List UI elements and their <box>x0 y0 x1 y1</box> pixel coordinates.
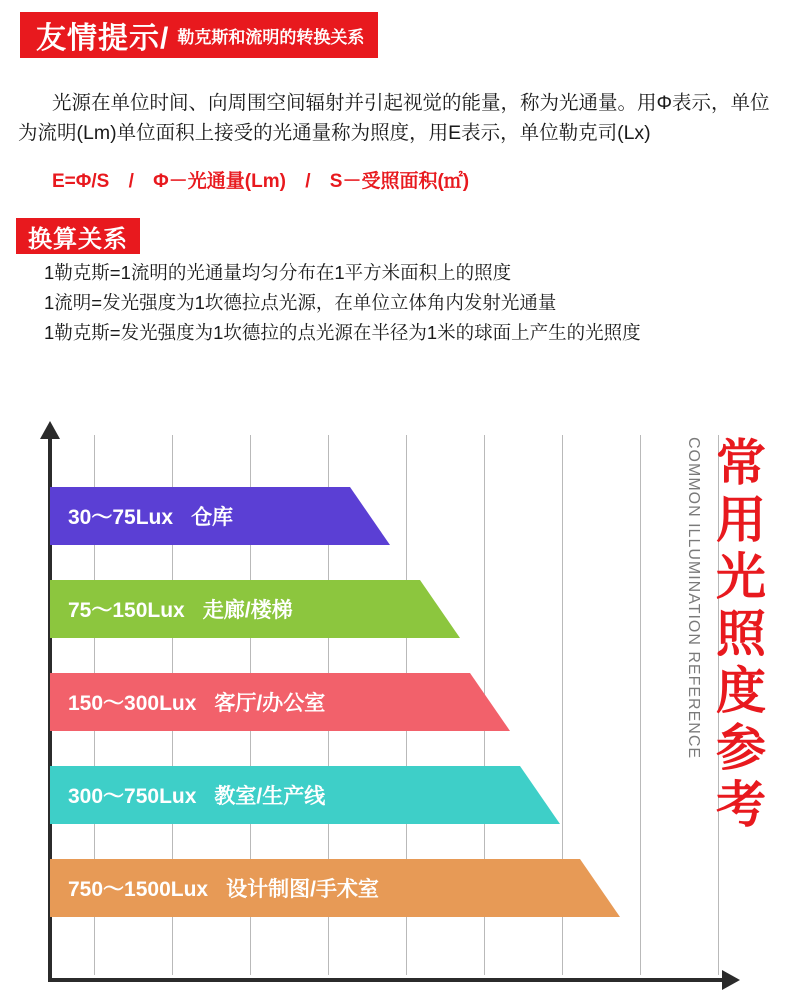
formula-part-2: Φ－光通量(Lm) <box>153 171 286 192</box>
chart-bar <box>50 487 350 545</box>
chart-bar <box>50 766 520 824</box>
chart-bar <box>50 580 420 638</box>
formula-part-3: S－受照面积(㎡) <box>329 171 470 192</box>
bar-slant-end <box>580 859 620 917</box>
bar-slant-end <box>520 766 560 824</box>
bar-usage-label: 客厅/办公室 <box>214 692 326 715</box>
bar-usage-label: 仓库 <box>191 506 234 529</box>
tip-banner <box>20 12 378 58</box>
x-axis-arrow-icon <box>722 970 740 990</box>
bar-range-label: 150～300Lux <box>68 692 197 715</box>
conversion-line: 1勒克斯=1流明的光通量均匀分布在1平方米面积上的照度 <box>44 262 512 283</box>
intro-paragraph: 光源在单位时间、向周围空间辐射并引起视觉的能量，称为光通量。用Φ表示，单位为流明(Lm)单位面积上接受的光通量称为照度，用E表示，单位勒克司(Lx) <box>18 91 770 144</box>
chart-subtitle-en: COMMON ILLUMINATION REFERENCE <box>685 437 702 760</box>
x-axis <box>48 978 726 982</box>
y-axis-arrow-icon <box>40 421 60 439</box>
bar-range-label: 30～75Lux <box>68 506 174 529</box>
chart-title-char: 照 <box>716 606 766 662</box>
chart-title-char: 参 <box>716 720 766 776</box>
bar-usage-label: 教室/生产线 <box>214 785 326 808</box>
formula-separator-2: / <box>305 171 311 192</box>
illumination-chart <box>0 415 790 1001</box>
bar-slant-end <box>350 487 390 545</box>
formula-separator-1: / <box>128 171 134 192</box>
formula-part-1: E=Φ/S <box>52 171 110 192</box>
formula-line <box>52 166 469 193</box>
bar-usage-label: 走廊/楼梯 <box>202 599 293 622</box>
chart-bar <box>50 859 580 917</box>
chart-title-char: 考 <box>716 777 766 833</box>
bar-usage-label: 设计制图/手术室 <box>226 878 379 901</box>
conversion-line: 1流明=发光强度为1坎德拉点光源，在单位立体角内发射光通量 <box>44 292 557 313</box>
conversion-line: 1勒克斯=发光强度为1坎德拉的点光源在半径为1米的球面上产生的光照度 <box>44 322 641 343</box>
grid-line <box>640 435 641 975</box>
bar-slant-end <box>420 580 460 638</box>
conversion-banner-title: 换算关系 <box>28 225 128 253</box>
chart-title-cn <box>710 435 772 834</box>
chart-title-char: 常 <box>716 435 766 491</box>
chart-title-char: 度 <box>716 663 766 719</box>
chart-title-char: 用 <box>716 492 766 548</box>
chart-bar <box>50 673 470 731</box>
bar-range-label: 75～150Lux <box>68 599 185 622</box>
chart-title-char: 光 <box>716 549 766 605</box>
conversion-banner <box>16 218 140 254</box>
bar-slant-end <box>470 673 510 731</box>
tip-banner-title: 友情提示/ <box>36 22 170 55</box>
conversion-list <box>44 258 764 348</box>
tip-banner-subtitle: 勒克斯和流明的转换关系 <box>177 27 365 47</box>
bar-range-label: 300～750Lux <box>68 785 197 808</box>
bar-range-label: 750～1500Lux <box>68 878 209 901</box>
